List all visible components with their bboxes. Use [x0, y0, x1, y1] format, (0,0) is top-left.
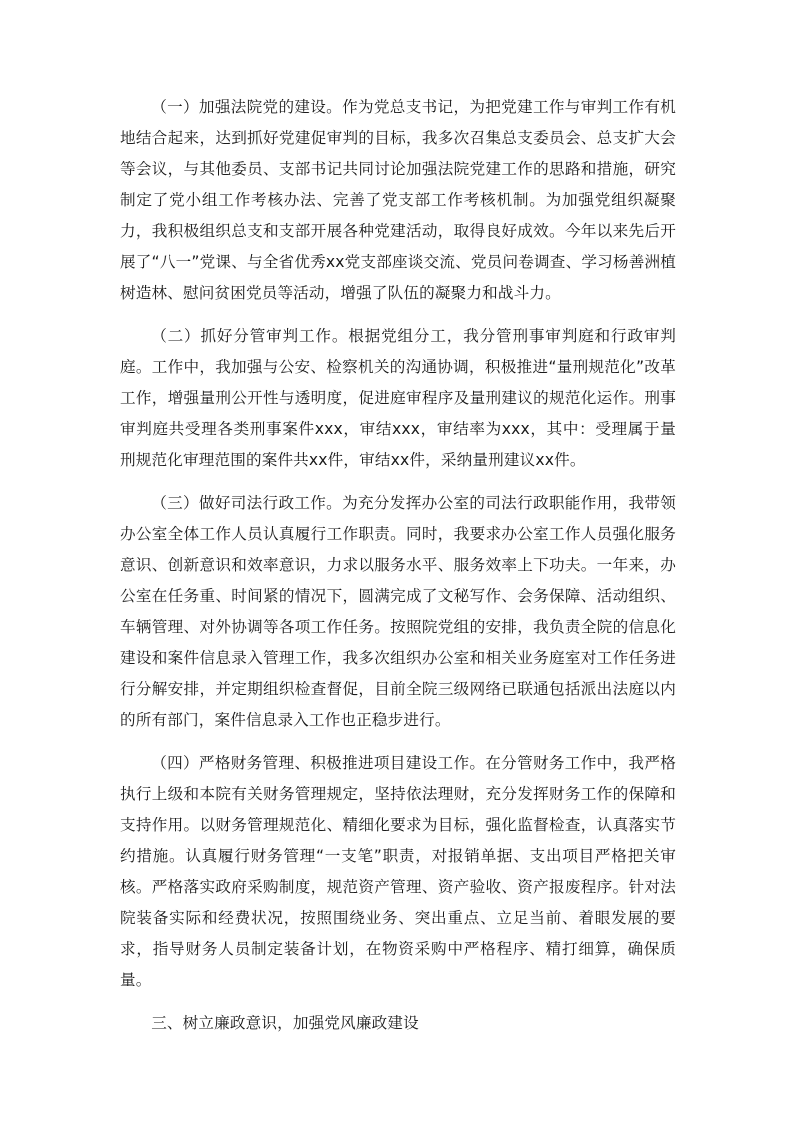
section-heading-integrity: 三、树立廉政意识，加强党风廉政建设 — [151, 1014, 419, 1032]
paragraph-trial-work: （二）抓好分管审判工作。根据党组分工，我分管刑事审判庭和行政审判庭。工作中，我加强与公安、检察机关的沟通协调，积极推进“量刑规范化”改革工作，增强量刑公开性与透明度，促进庭审程序及量刑建议的规范化运作。刑事审判庭共受理各类刑事案件xxx，审结xxx，审结率为xxx，其中：受理属于量刑规范化审理范围的案件共xx件，审结xx件，采纳量刑建议xx件。 — [120, 327, 676, 469]
paragraph-party-building: （一）加强法院党的建设。作为党总支书记，为把党建工作与审判工作有机地结合起来，达到抓好党建促审判的目标，我多次召集总支委员会、总支扩大会等会议，与其他委员、支部书记共同讨论加强法院党建工作的思路和措施，研究制定了党小组工作考核办法、完善了党支部工作考核机制。为加强党组织凝聚力，我积极组织总支和支部开展各种党建活动，取得良好成效。今年以来先后开展了“八一”党课、与全省优秀xx党支部座谈交流、党员问卷调查、学习杨善洲植树造林、慰问贫困党员等活动，增强了队伍的凝聚力和战斗力。 — [120, 98, 676, 302]
document-body — [120, 92, 676, 1039]
paragraph-judicial-administration: （三）做好司法行政工作。为充分发挥办公室的司法行政职能作用，我带领办公室全体工作人员认真履行工作职责。同时，我要求办公室工作人员强化服务意识、创新意识和效率意识，力求以服务水平、服务效率上下功夫。一年来，办公室在任务重、时间紧的情况下，圆满完成了文秘写作、会务保障、活动组织、车辆管理、对外协调等各项工作任务。按照院党组的安排，我负责全院的信息化建设和案件信息录入管理工作，我多次组织办公室和相关业务庭室对工作任务进行分解安排，并定期组织检查督促，目前全院三级网络已联通包括派出法庭以内的所有部门，案件信息录入工作也正稳步进行。 — [120, 494, 676, 729]
paragraph-financial-management: （四）严格财务管理、积极推进项目建设工作。在分管财务工作中，我严格执行上级和本院有关财务管理规定，坚持依法理财，充分发挥财务工作的保障和支持作用。以财务管理规范化、精细化要求为目标，强化监督检查，认真落实节约措施。认真履行财务管理“一支笔”职责，对报销单据、支出项目严格把关审核。严格落实政府采购制度，规范资产管理、资产验收、资产报废程序。针对法院装备实际和经费状况，按照围绕业务、突出重点、立足当前、着眼发展的要求，指导财务人员制定装备计划，在物资采购中严格程序、精打细算，确保质量。 — [120, 754, 676, 989]
